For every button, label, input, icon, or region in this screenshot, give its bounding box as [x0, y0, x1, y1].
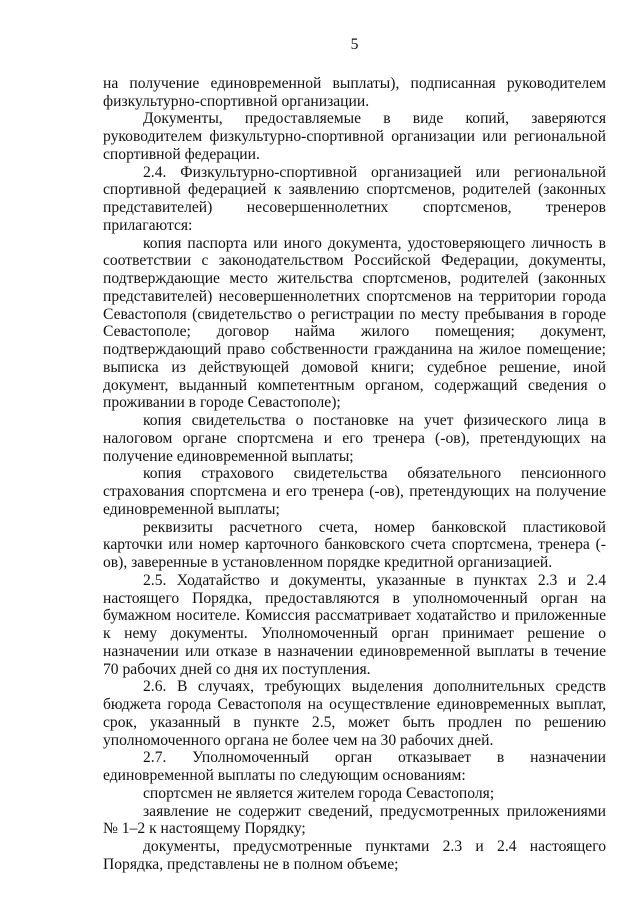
document-body — [103, 75, 606, 874]
paragraph: на получение единовременной выплаты), подписанная руководителем физкультурно-спортивной организации. — [103, 74, 606, 110]
paragraph: копия паспорта или иного документа, удостоверяющего личность в соответствии с законодательством Российской Федерации, документы, подтверждающие место жительства спортсменов, родителей (законных представителей) несовершеннолетних спортсменов на территории города Севастополя (свидетельство о регистрации по месту пребывания в городе Севастополе; договор найма жилого помещения; документ, подтверждающий право собственности гражданина на жилое помещение; выписка из действующей домовой книги; судебное решение, иной документ, выданный компетентным органом, содержащий сведения о проживании в городе Севастополе); — [103, 234, 606, 412]
paragraph: копия страхового свидетельства обязательного пенсионного страхования спортсмена и его тренера (-ов), претендующих на получение единовременной выплаты; — [103, 465, 606, 518]
paragraph: реквизиты расчетного счета, номер банковской пластиковой карточки или номер карточного банковского счета спортсмена, тренера (-ов), заверенные в установленном порядке кредитной организацией. — [103, 518, 606, 571]
paragraph: спортсмен не является жителем города Севастополя; — [143, 784, 495, 802]
page-number: 5 — [350, 36, 359, 53]
paragraph: 2.7. Уполномоченный орган отказывает в назначении единовременной выплаты по следующим основаниям: — [103, 749, 606, 784]
paragraph: 2.6. В случаях, требующих выделения дополнительных средств бюджета города Севастополя на осуществление единовременных выплат, срок, указанный в пункте 2.5, может быть продлен по решению уполномоченного органа не более чем на 30 рабочих дней. — [103, 678, 606, 749]
paragraph: копия свидетельства о постановке на учет физического лица в налоговом органе спортсмена и его тренера (-ов), претендующих на получение единовременной выплаты; — [103, 412, 606, 465]
paragraph: 2.5. Ходатайство и документы, указанные в пунктах 2.3 и 2.4 настоящего Порядка, предоставляются в уполномоченный орган на бумажном носителе. Комиссия рассматривает ходатайство и приложенные к нему документы. Уполномоченный орган принимает решение о назначении или отказе в назначении единовременной выплаты в течение 70 рабочих дней со дня их поступления. — [103, 571, 606, 678]
paragraph: Документы, предоставляемые в виде копий, заверяются руководителем физкультурно-спортивной организации или региональной спортивной федерации. — [103, 110, 606, 163]
paragraph: заявление не содержит сведений, предусмотренных приложениями № 1–2 к настоящему Порядку; — [103, 802, 606, 838]
paragraph: документы, предусмотренные пунктами 2.3 и 2.4 настоящего Порядка, представлены не в полном объеме; — [103, 838, 606, 873]
paragraph: 2.4. Физкультурно-спортивной организацией или региональной спортивной федерацией к заявлению спортсменов, родителей (законных представителей) несовершеннолетних спортсменов, тренеров прилагаются: — [103, 163, 606, 234]
